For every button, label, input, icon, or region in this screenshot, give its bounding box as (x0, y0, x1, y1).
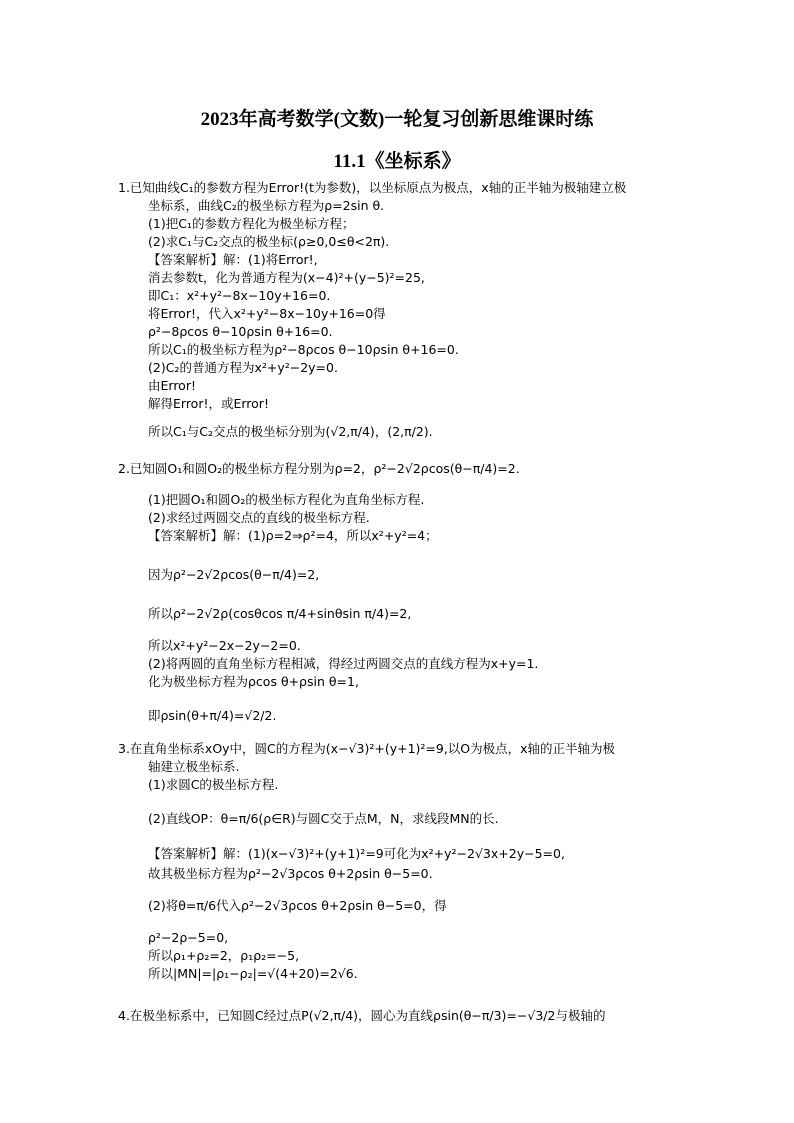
text-line: 故其极坐标方程为ρ²−2√3ρcos θ+2ρsin θ−5=0. (148, 866, 433, 881)
text-line: 所以C₁的极坐标方程为ρ²−8ρcos θ−10ρsin θ+16=0. (148, 342, 459, 357)
text-line: 所以|MN|=|ρ₁−ρ₂|=√(4+20)=2√6. (148, 966, 358, 981)
text-line: 【答案解析】解：(1)ρ=2⇒ρ²=4，所以x²+y²=4； (148, 528, 438, 543)
text-line: 轴建立极坐标系. (148, 759, 240, 774)
text-line: (2)将θ=π/6代入ρ²−2√3ρcos θ+2ρsin θ−5=0，得 (148, 898, 447, 913)
document-subtitle: 11.1《坐标系》 (333, 151, 461, 172)
text-line: (1)求圆C的极坐标方程. (148, 777, 279, 792)
text-line: 化为极坐标方程为ρcos θ+ρsin θ=1, (148, 674, 359, 689)
text-line: 即ρsin(θ+π/4)=√2/2. (148, 708, 277, 723)
text-line: (2)直线OP：θ=π/6(ρ∈R)与圆C交于点M，N，求线段MN的长. (148, 811, 499, 826)
text-line: ρ²−2ρ−5=0, (148, 930, 229, 945)
text-line: (2)求经过两圆交点的直线的极坐标方程. (148, 510, 370, 525)
text-line: 由Error! (148, 378, 196, 393)
text-line: 解得Error!，或Error! (148, 396, 269, 411)
text-line: (1)把C₁的参数方程化为极坐标方程； (148, 216, 355, 231)
text-line: 所以C₁与C₂交点的极坐标分别为(√2,π/4)，(2,π/2). (148, 424, 433, 439)
text-line: ρ²−8ρcos θ−10ρsin θ+16=0. (148, 324, 333, 339)
text-line: (1)把圆O₁和圆O₂的极坐标方程化为直角坐标方程. (148, 492, 425, 507)
document-title: 2023年高考数学(文数)一轮复习创新思维课时练 (200, 109, 594, 130)
text-line: 2.已知圆O₁和圆O₂的极坐标方程分别为ρ=2，ρ²−2√2ρcos(θ−π/4)=2. (118, 461, 520, 476)
text-line: 【答案解析】解：(1)将Error!, (148, 252, 318, 267)
text-line: (2)C₂的普通方程为x²+y²−2y=0. (148, 360, 338, 375)
text-line: 所以x²+y²−2x−2y−2=0. (148, 638, 301, 653)
text-line: 3.在直角坐标系xOy中，圆C的方程为(x−√3)²+(y+1)²=9,以O为极点，x轴的正半轴为极 (118, 741, 616, 756)
text-line: 所以ρ₁+ρ₂=2，ρ₁ρ₂=−5, (148, 948, 300, 963)
text-line: 消去参数t，化为普通方程为(x−4)²+(y−5)²=25, (148, 270, 425, 285)
text-line: 即C₁：x²+y²−8x−10y+16=0. (148, 288, 331, 303)
text-line: 4.在极坐标系中，已知圆C经过点P(√2,π/4)，圆心为直线ρsin(θ−π/3)=−√3/2与极轴的 (118, 1008, 606, 1023)
text-line: 所以ρ²−2√2ρ(cosθcos π/4+sinθsin π/4)=2, (148, 606, 412, 621)
text-line: 1.已知曲线C₁的参数方程为Error!(t为参数)，以坐标原点为极点，x轴的正半轴为极轴建立极 (118, 180, 627, 195)
text-line: 坐标系，曲线C₂的极坐标方程为ρ=2sin θ. (148, 198, 385, 213)
text-line: 【答案解析】解：(1)(x−√3)²+(y+1)²=9可化为x²+y²−2√3x+2y−5=0, (148, 846, 565, 861)
text-line: (2)将两圆的直角坐标方程相减，得经过两圆交点的直线方程为x+y=1. (148, 656, 539, 671)
text-line: (2)求C₁与C₂交点的极坐标(ρ≥0,0≤θ<2π). (148, 234, 390, 249)
text-line: 将Error!，代入x²+y²−8x−10y+16=0得 (148, 306, 386, 321)
text-line: 因为ρ²−2√2ρcos(θ−π/4)=2, (148, 567, 320, 582)
